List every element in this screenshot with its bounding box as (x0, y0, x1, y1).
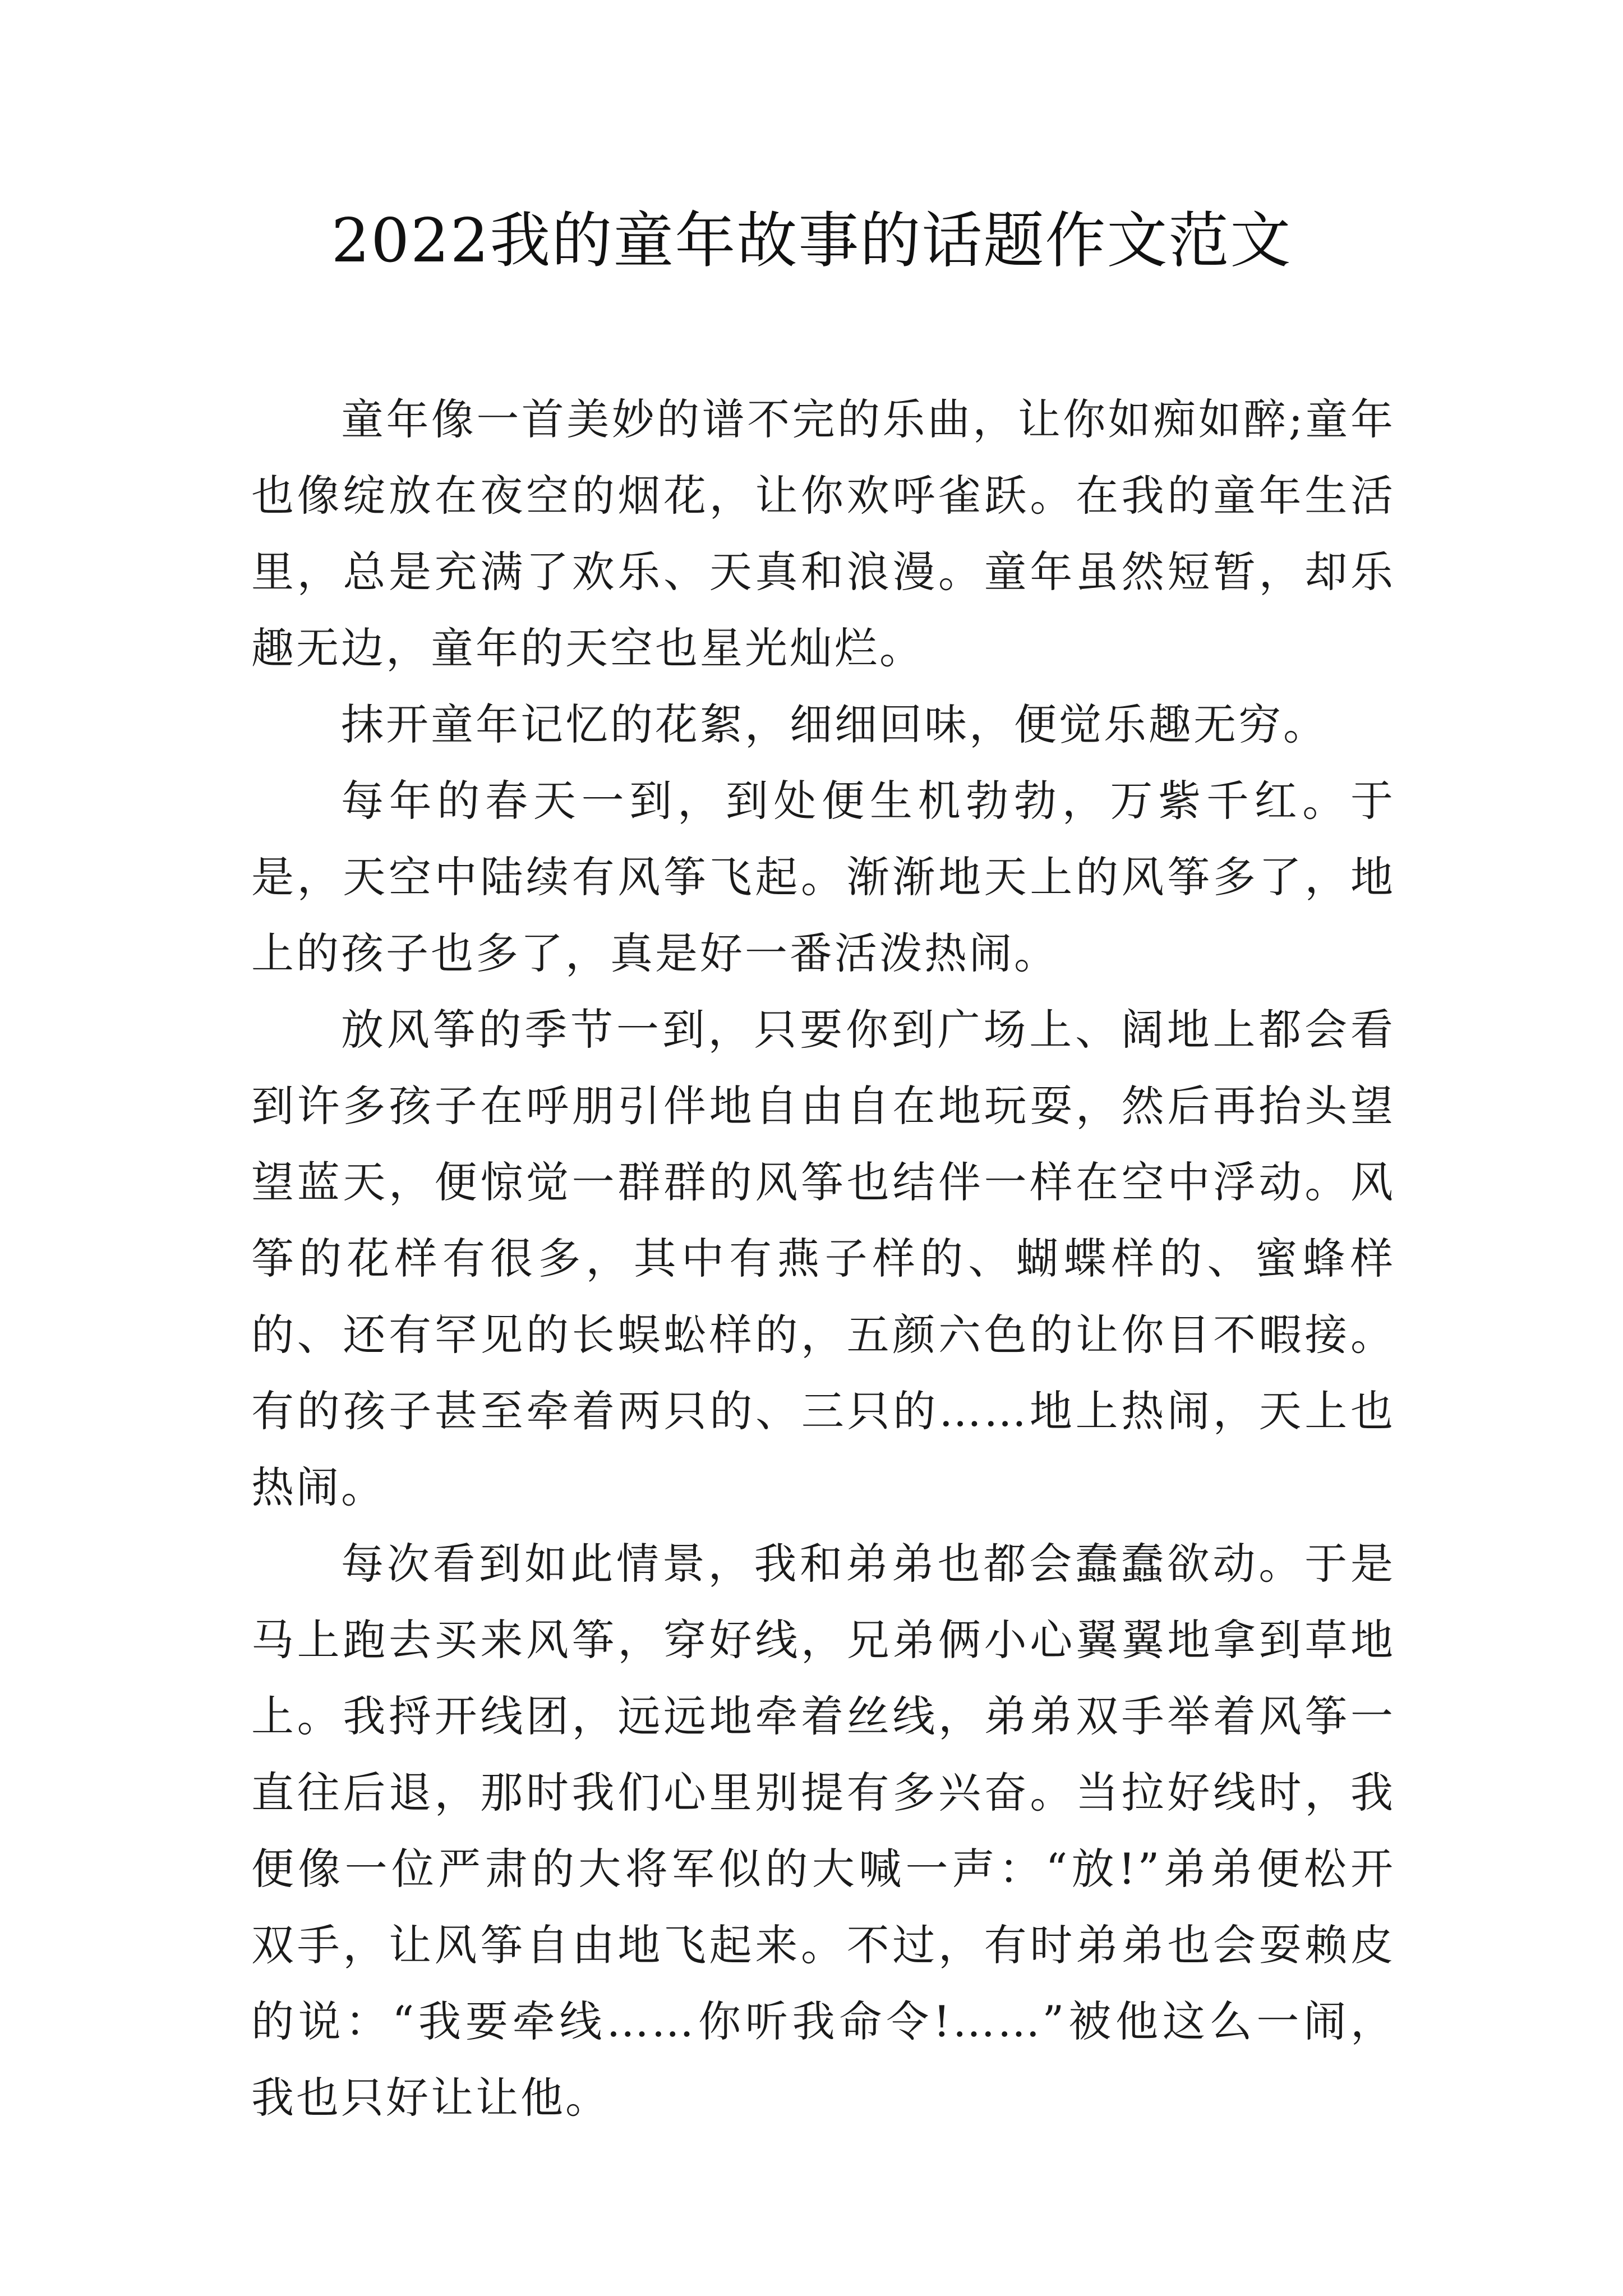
paragraph: 每年的春天一到，到处便生机勃勃，万紫千红。于是，天空中陆续有风筝飞起。渐渐地天上的风筝多了，地上的孩子也多了，真是好一番活泼热闹。 (251, 776, 1395, 978)
paragraph: 童年像一首美妙的谱不完的乐曲，让你如痴如醉;童年也像绽放在夜空的烟花，让你欢呼雀跃。在我的童年生活里，总是充满了欢乐、天真和浪漫。童年虽然短暂，却乐趣无边，童年的天空也星光灿烂。 (251, 394, 1395, 673)
paragraph: 放风筝的季节一到，只要你到广场上、阔地上都会看到许多孩子在呼朋引伴地自由自在地玩耍，然后再抬头望望蓝天，便惊觉一群群的风筝也结伴一样在空中浮动。风筝的花样有很多，其中有燕子样的、蝴蝶样的、蜜蜂样的、还有罕见的长蜈蚣样的，五颜六色的让你目不暇接。有的孩子甚至牵着两只的、三只的……地上热闹，天上也热闹。 (251, 1005, 1395, 1512)
paragraph: 每次看到如此情景，我和弟弟也都会蠢蠢欲动。于是马上跑去买来风筝，穿好线，兄弟俩小心翼翼地拿到草地上。我捋开线团，远远地牵着丝线，弟弟双手举着风筝一直往后退，那时我们心里别提有多兴奋。当拉好线时，我便像一位严肃的大将军似的大喊一声：“放!”弟弟便松开双手，让风筝自由地飞起来。不过，有时弟弟也会耍赖皮的说：“我要牵线……你听我命令!……”被他这么一闹，我也只好让让他。 (251, 1539, 1395, 2123)
document-title: 2022我的童年故事的话题作文范文 (331, 206, 1292, 276)
paragraph: 抹开童年记忆的花絮，细细回味，便觉乐趣无穷。 (341, 700, 1328, 749)
document-body (251, 381, 1395, 2136)
